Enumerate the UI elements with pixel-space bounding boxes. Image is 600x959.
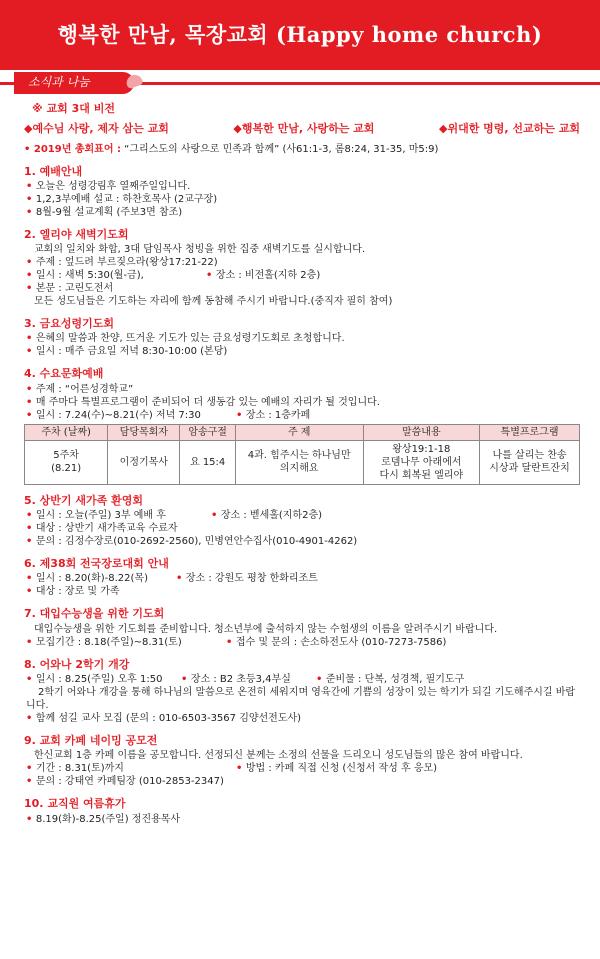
section-tab-row (0, 72, 600, 94)
info-line: • 주제 : 엎드려 부르짖으라(왕상17:21-22) (24, 256, 580, 269)
info-line: • 장소 : B2 초등3,4부실 (179, 673, 314, 686)
info-line: • 본문 : 고린도전서 (24, 282, 580, 295)
section-title: 1. 예배안내 (24, 164, 83, 178)
info-paragraph: 교회의 일치와 화합, 3대 담임목사 청빙을 위한 집중 새벽기도를 실시합니다. (34, 244, 366, 256)
info-line: • 대상 : 장로 및 가족 (24, 585, 580, 598)
column-header: 주 제 (235, 424, 363, 440)
table-cell: 이정기목사 (108, 440, 180, 484)
vision-item: ◆위대한 명령, 선교하는 교회 (438, 122, 580, 136)
section-friday-prayer (24, 317, 580, 358)
section-worship (24, 165, 580, 219)
section-title: 6. 제38회 전국장로대회 안내 (24, 557, 169, 571)
info-line-pair (24, 269, 580, 282)
info-paragraph: 대입수능생을 위한 기도회를 준비합니다. 청소년부에 출석하지 않는 수험생의 이름을 알려주시기 바랍니다. (34, 623, 498, 635)
info-line: • 일시 : 8.20(화)-8.22(목) (24, 572, 174, 585)
vision-item: ◆예수님 사랑, 제자 삼는 교회 (24, 122, 169, 136)
table-row (25, 440, 580, 484)
section-dawn-prayer (24, 228, 580, 308)
info-line: • 일시 : 새벽 5:30(월-금), (24, 269, 204, 282)
table-cell: 나를 살리는 찬송 시상과 달란트잔치 (480, 440, 580, 484)
info-line: • 대상 : 상반기 새가족교육 수료자 (24, 522, 580, 535)
info-line: • 매 주마다 특별프로그램이 준비되어 더 생동감 있는 예배의 자리가 될 것입니다. (24, 396, 580, 409)
section-title: 7. 대입수능생을 위한 기도회 (24, 607, 165, 621)
section-title: 4. 수요문화예배 (24, 367, 104, 381)
table-cell: 왕상19:1-18 로뎀나무 아래에서 다시 회복된 엘리야 (363, 440, 480, 484)
column-header: 말씀내용 (363, 424, 480, 440)
info-paragraph: 한신교회 1층 카페 이름을 공모합니다. 선정되신 분께는 소정의 선물을 드리오니 성도님들의 많은 참여 바랍니다. (34, 750, 523, 762)
info-line: • 기간 : 8.31(토)까지 (24, 762, 234, 775)
info-line-pair (24, 636, 580, 649)
header-banner (0, 0, 600, 70)
info-line: • 준비물 : 단복, 성경책, 필기도구 (314, 673, 464, 686)
section-title: 3. 금요성령기도회 (24, 317, 115, 331)
vision-list (24, 122, 580, 136)
section-awana (24, 658, 580, 725)
schedule-table (24, 424, 580, 485)
motto-text: “그리스도의 사랑으로 민족과 함께” (사61:1-3, 롬8:24, 31-35, 마5:9) (120, 143, 439, 155)
info-line: • 모집기간 : 8.18(주일)~8.31(토) (24, 636, 224, 649)
section-cafe-naming (24, 734, 580, 788)
section-title: 2. 엘리야 새벽기도회 (24, 227, 129, 241)
section-title: 8. 어와나 2학기 개강 (24, 657, 130, 671)
info-line-pair (24, 409, 580, 422)
section-elders-conference (24, 557, 580, 598)
hand-icon (124, 73, 143, 90)
column-header: 주차 (날짜) (25, 424, 108, 440)
column-header: 담당목회자 (108, 424, 180, 440)
section-wednesday-worship (24, 367, 580, 484)
info-line-pair (24, 762, 580, 775)
info-line: • 방법 : 카페 직접 신청 (신청서 작성 후 응모) (234, 762, 437, 775)
motto-label: 2019년 총회표어 : (33, 143, 121, 155)
info-line-pair (24, 572, 580, 585)
column-header: 특별프로그램 (480, 424, 580, 440)
info-line: • 일시 : 오늘(주일) 3부 예배 후 (24, 509, 209, 522)
column-header: 암송구절 (180, 424, 236, 440)
page-title: 행복한 만남, 목장교회 (Happy home church) (57, 22, 543, 48)
info-line: • 장소 : 1층카페 (234, 409, 310, 422)
info-line: • 문의 : 김정수장로(010-2692-2560), 민병연안수집사(010-4901-4262) (24, 535, 580, 548)
info-line-triple (24, 673, 580, 686)
table-cell: 요 15:4 (180, 440, 236, 484)
info-line: • 접수 및 문의 : 손소하전도사 (010-7273-7586) (224, 636, 446, 649)
info-line: • 장소 : 벧세홀(지하2층) (209, 509, 322, 522)
info-line: • 함께 섬길 교사 모집 (문의 : 010-6503-3567 김양선전도사) (24, 712, 580, 725)
info-line: • 주제 : “어른성경학교” (24, 383, 580, 396)
section-staff-vacation (24, 797, 580, 825)
info-paragraph: 2학기 어와나 개강을 통해 하나님의 말씀으로 온전히 세워지며 영육간에 기쁨의 성장이 있는 학기가 되길 기도해주시길 바랍니다. (26, 686, 576, 711)
bulletin-content (0, 94, 600, 826)
info-line: • 8.19(화)-8.25(주일) 정진용목사 (24, 813, 580, 826)
table-cell: 4과. 힘주시는 하나님만 의지해요 (235, 440, 363, 484)
table-cell: 5주차 (8.21) (25, 440, 108, 484)
info-line: • 일시 : 매주 금요일 저녁 8:30-10:00 (본당) (24, 345, 580, 358)
section-tab-label: 소식과 나눔 (28, 75, 90, 90)
info-line: • 오늘은 성령강림후 열째주일입니다. (24, 180, 580, 193)
section-title: 10. 교직원 여름휴가 (24, 797, 126, 811)
section-new-family (24, 494, 580, 548)
table-header-row (25, 424, 580, 440)
info-line: • 문의 : 강태연 카페팀장 (010-2853-2347) (24, 775, 580, 788)
info-line: • 일시 : 7.24(수)~8.21(수) 저녁 7:30 (24, 409, 234, 422)
vision-item: ◆행복한 만남, 사랑하는 교회 (233, 122, 375, 136)
info-line: • 은혜의 말씀과 찬양, 뜨거운 기도가 있는 금요성령기도회로 초청합니다. (24, 332, 580, 345)
info-line: • 일시 : 8.25(주일) 오후 1:50 (24, 673, 179, 686)
info-line: • 1,2,3부예배 설교 : 하찬호목사 (2교구장) (24, 193, 580, 206)
section-title: 5. 상반기 새가족 환영회 (24, 493, 143, 507)
info-line-pair (24, 509, 580, 522)
motto-line (24, 143, 580, 156)
vision-title: ※ 교회 3대 비전 (32, 102, 115, 115)
section-title: 9. 교회 카페 네이밍 공모전 (24, 733, 158, 747)
info-line: • 장소 : 비전홀(지하 2층) (204, 269, 320, 282)
info-paragraph: 모든 성도님들은 기도하는 자리에 함께 동참해 주시기 바랍니다.(중직자 필히 참여) (34, 296, 393, 308)
section-exam-prayer (24, 607, 580, 648)
info-line: • 8월-9월 설교계획 (주보3면 참조) (24, 206, 580, 219)
info-line: • 장소 : 강원도 평창 한화리조트 (174, 572, 318, 585)
section-tab (14, 72, 134, 94)
